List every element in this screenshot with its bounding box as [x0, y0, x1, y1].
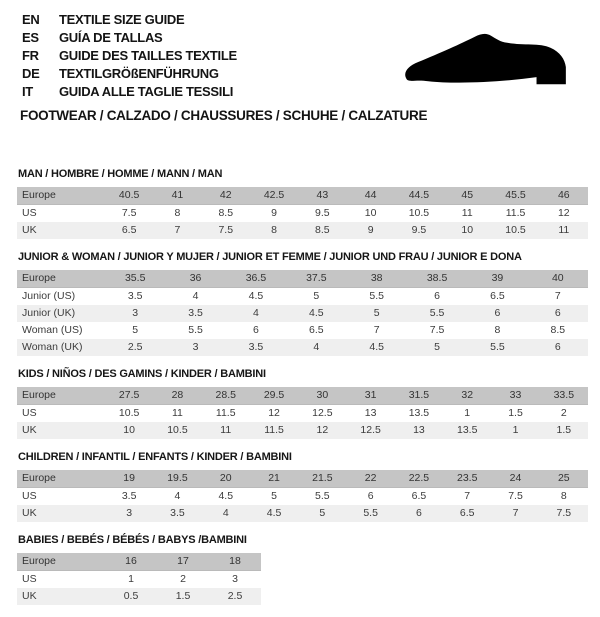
table-row: [17, 488, 588, 506]
size-cell: 7.5: [508, 490, 523, 502]
size-cell: 38: [347, 270, 407, 288]
size-cell: 9.5: [315, 207, 330, 219]
row-label: UK: [17, 588, 105, 605]
size-cell: 8: [494, 324, 501, 336]
size-cell: 7: [373, 324, 380, 336]
size-table-babies: [17, 534, 583, 605]
size-cell: 16: [105, 553, 157, 571]
size-cell: 43: [298, 187, 346, 205]
size-cell: 44: [346, 187, 394, 205]
size-cell: 11: [202, 422, 250, 439]
language-code: DE: [22, 66, 40, 81]
size-cell: 12: [557, 207, 570, 219]
size-cell: 22.5: [395, 470, 443, 488]
size-cell: 3.5: [165, 305, 225, 322]
size-cell: 5: [347, 305, 407, 322]
row-label: US: [22, 407, 37, 419]
size-cell: 12: [298, 422, 346, 439]
size-cell: 4: [286, 339, 346, 356]
size-cell: 46: [540, 187, 588, 205]
size-cell: 39: [467, 270, 527, 288]
size-cell: 1: [491, 422, 539, 439]
size-cell: 24: [491, 470, 539, 488]
table-row: [17, 305, 588, 322]
row-label: Junior (US): [22, 290, 76, 302]
size-cell: 1: [128, 573, 134, 585]
size-cell: 2.5: [209, 588, 261, 605]
size-cell: 28.5: [202, 387, 250, 405]
size-cell: 3: [232, 573, 238, 585]
size-cell: 21.5: [298, 470, 346, 488]
size-cell: 25: [540, 470, 588, 488]
row-label: UK: [17, 505, 105, 522]
size-cell: 7.5: [540, 505, 588, 522]
table-row: [17, 588, 261, 605]
size-cell: 5: [271, 490, 277, 502]
size-cell: 13.5: [408, 407, 430, 419]
size-cell: 5: [298, 505, 346, 522]
size-cell: 3: [165, 339, 225, 356]
size-cell: 11.5: [505, 207, 526, 219]
row-label: Woman (US): [22, 324, 83, 336]
table-row: [17, 187, 588, 205]
size-cell: 11: [540, 222, 588, 239]
size-cell: 5.5: [188, 324, 203, 336]
language-code: ES: [22, 30, 39, 45]
size-cell: 10: [364, 207, 377, 219]
size-cell: 7.5: [121, 207, 137, 219]
size-cell: 35.5: [105, 270, 165, 288]
size-cell: 7.5: [202, 222, 250, 239]
category-title: FOOTWEAR / CALZADO / CHAUSSURES / SCHUHE / CALZATURE: [20, 108, 428, 123]
size-cell: 4: [226, 305, 286, 322]
size-cell: 6: [434, 290, 440, 302]
size-cell: 36.5: [226, 270, 286, 288]
size-table-grid-babies: [17, 553, 261, 605]
size-cell: 9.5: [395, 222, 443, 239]
size-cell: 5.5: [369, 290, 384, 302]
table-row: [17, 205, 588, 223]
table-row: [17, 470, 588, 488]
size-cell: 38.5: [407, 270, 467, 288]
size-cell: 1: [464, 407, 471, 419]
size-cell: 6.5: [443, 505, 491, 522]
size-cell: 5: [407, 339, 467, 356]
size-cell: 4.5: [248, 290, 264, 302]
size-cell: 9: [271, 207, 277, 219]
size-cell: 36: [165, 270, 225, 288]
size-cell: 33.5: [540, 387, 588, 405]
size-table-grid-junior-woman: [17, 270, 588, 356]
size-cell: 31.5: [395, 387, 443, 405]
size-cell: 13: [364, 407, 377, 419]
size-cell: 2.5: [105, 339, 165, 356]
size-table-children: [17, 451, 583, 522]
size-cell: 8.5: [550, 324, 566, 336]
size-cell: 31: [346, 387, 394, 405]
language-code: FR: [22, 48, 39, 63]
language-row-fr: [22, 47, 237, 65]
size-cell: 10: [443, 222, 491, 239]
table-row: [17, 288, 588, 306]
language-label: GUÍA DE TALLAS: [59, 30, 163, 45]
size-cell: 3.5: [226, 339, 286, 356]
size-cell: 4.5: [286, 305, 346, 322]
size-cell: 2: [180, 573, 186, 585]
size-cell: 22: [346, 470, 394, 488]
size-cell: 4.5: [250, 505, 298, 522]
size-cell: 12.5: [346, 422, 394, 439]
language-label: TEXTILGRÖßENFÜHRUNG: [59, 66, 219, 81]
size-cell: 3.5: [127, 290, 143, 302]
table-title-man: MAN / HOMBRE / HOMME / MANN / MAN: [18, 168, 223, 180]
size-cell: 6: [395, 505, 443, 522]
language-label: TEXTILE SIZE GUIDE: [59, 12, 185, 27]
size-cell: 10: [105, 422, 153, 439]
size-cell: 40.5: [105, 187, 153, 205]
size-cell: 5.5: [315, 490, 330, 502]
size-cell: 6.5: [309, 324, 324, 336]
size-cell: 42.5: [250, 187, 298, 205]
size-cell: 7: [491, 505, 539, 522]
size-cell: 13: [395, 422, 443, 439]
language-code: IT: [22, 84, 33, 99]
table-row: [17, 553, 261, 571]
language-list: [22, 11, 237, 101]
size-cell: 11: [171, 407, 183, 419]
table-row: [17, 571, 261, 589]
row-label: Woman (UK): [17, 339, 105, 356]
table-row: [17, 422, 588, 439]
size-cell: 6.5: [105, 222, 153, 239]
size-cell: 3.5: [153, 505, 201, 522]
size-cell: 5: [313, 290, 320, 302]
size-cell: 6: [367, 490, 374, 502]
size-cell: 6: [253, 324, 259, 336]
size-cell: 12: [268, 407, 280, 419]
size-cell: 1.5: [540, 422, 588, 439]
size-cell: 33: [491, 387, 539, 405]
size-cell: 27.5: [105, 387, 153, 405]
table-title-children: CHILDREN / INFANTIL / ENFANTS / KINDER / BAMBINI: [18, 451, 292, 463]
language-code: EN: [22, 12, 40, 27]
size-cell: 4.5: [218, 490, 234, 502]
size-table-grid-man: [17, 187, 588, 239]
size-cell: 20: [202, 470, 250, 488]
size-cell: 10.5: [491, 222, 539, 239]
size-cell: 3.5: [121, 490, 137, 502]
size-cell: 6.5: [411, 490, 427, 502]
size-cell: 32: [443, 387, 491, 405]
size-cell: 29.5: [250, 387, 298, 405]
size-cell: 8.5: [298, 222, 346, 239]
size-cell: 5.5: [467, 339, 527, 356]
row-label: Junior (UK): [17, 305, 105, 322]
language-row-es: [22, 29, 237, 47]
size-cell: 11: [461, 207, 473, 219]
dress-shoe-icon: [399, 30, 579, 96]
size-cell: 19.5: [153, 470, 201, 488]
table-row: [17, 270, 588, 288]
size-cell: 4: [174, 490, 181, 502]
language-row-en: [22, 11, 237, 29]
size-cell: 9: [346, 222, 394, 239]
row-label: UK: [17, 222, 105, 239]
language-row-de: [22, 65, 237, 83]
size-cell: 5.5: [407, 305, 467, 322]
size-cell: 8: [250, 222, 298, 239]
table-row: [17, 505, 588, 522]
size-cell: 11.5: [250, 422, 298, 439]
size-cell: 11.5: [215, 407, 236, 419]
size-cell: 0.5: [105, 588, 157, 605]
row-label: UK: [17, 422, 105, 439]
row-label: US: [22, 573, 37, 585]
table-title-kids: KIDS / NIÑOS / DES GAMINS / KINDER / BAMBINI: [18, 368, 266, 380]
table-title-junior-woman: JUNIOR & WOMAN / JUNIOR Y MUJER / JUNIOR ET FEMME / JUNIOR UND FRAU / JUNIOR E DONA: [18, 251, 522, 263]
size-cell: 5.5: [346, 505, 394, 522]
row-label: Europe: [17, 187, 105, 205]
size-table-man: [17, 168, 583, 239]
size-cell: 30: [298, 387, 346, 405]
row-label: US: [22, 207, 37, 219]
size-cell: 7.5: [429, 324, 445, 336]
size-cell: 40: [528, 270, 588, 288]
size-cell: 8.5: [218, 207, 234, 219]
size-cell: 18: [209, 553, 261, 571]
size-tables: [17, 168, 583, 617]
size-cell: 2: [560, 407, 567, 419]
size-cell: 3: [105, 305, 165, 322]
row-label: Europe: [17, 553, 105, 571]
table-row: [17, 339, 588, 356]
table-row: [17, 387, 588, 405]
table-row: [17, 322, 588, 339]
size-table-grid-kids: [17, 387, 588, 439]
language-label: GUIDE DES TAILLES TEXTILE: [59, 48, 237, 63]
size-cell: 17: [157, 553, 209, 571]
size-cell: 12.5: [312, 407, 333, 419]
row-label: Europe: [17, 270, 105, 288]
row-label: US: [22, 490, 37, 502]
size-cell: 7: [464, 490, 471, 502]
size-cell: 44.5: [395, 187, 443, 205]
size-cell: 6: [528, 305, 588, 322]
size-cell: 1.5: [157, 588, 209, 605]
row-label: Europe: [17, 387, 105, 405]
table-title-babies: BABIES / BEBÉS / BÉBÉS / BABYS /BAMBINI: [18, 534, 247, 546]
size-cell: 42: [202, 187, 250, 205]
size-cell: 3: [105, 505, 153, 522]
row-label: Europe: [17, 470, 105, 488]
size-cell: 28: [153, 387, 201, 405]
size-table-junior-woman: [17, 251, 583, 356]
size-cell: 1.5: [508, 407, 523, 419]
size-cell: 45: [443, 187, 491, 205]
size-cell: 8: [560, 490, 567, 502]
size-cell: 23.5: [443, 470, 491, 488]
size-cell: 10.5: [153, 422, 201, 439]
size-cell: 10.5: [118, 407, 140, 419]
size-cell: 8: [174, 207, 181, 219]
size-cell: 6: [467, 305, 527, 322]
size-cell: 13.5: [443, 422, 491, 439]
size-cell: 7: [554, 290, 561, 302]
size-cell: 21: [250, 470, 298, 488]
size-cell: 37.5: [286, 270, 346, 288]
size-cell: 4: [202, 505, 250, 522]
table-row: [17, 405, 588, 423]
size-cell: 6.5: [490, 290, 505, 302]
size-cell: 41: [153, 187, 201, 205]
language-label: GUIDA ALLE TAGLIE TESSILI: [59, 84, 234, 99]
table-row: [17, 222, 588, 239]
size-cell: 4: [192, 290, 199, 302]
size-cell: 6: [528, 339, 588, 356]
size-cell: 19: [105, 470, 153, 488]
size-table-grid-children: [17, 470, 588, 522]
size-cell: 5: [132, 324, 139, 336]
size-cell: 7: [153, 222, 201, 239]
size-cell: 4.5: [347, 339, 407, 356]
size-cell: 10.5: [408, 207, 430, 219]
size-cell: 45.5: [491, 187, 539, 205]
language-row-it: [22, 83, 237, 101]
size-table-kids: [17, 368, 583, 439]
